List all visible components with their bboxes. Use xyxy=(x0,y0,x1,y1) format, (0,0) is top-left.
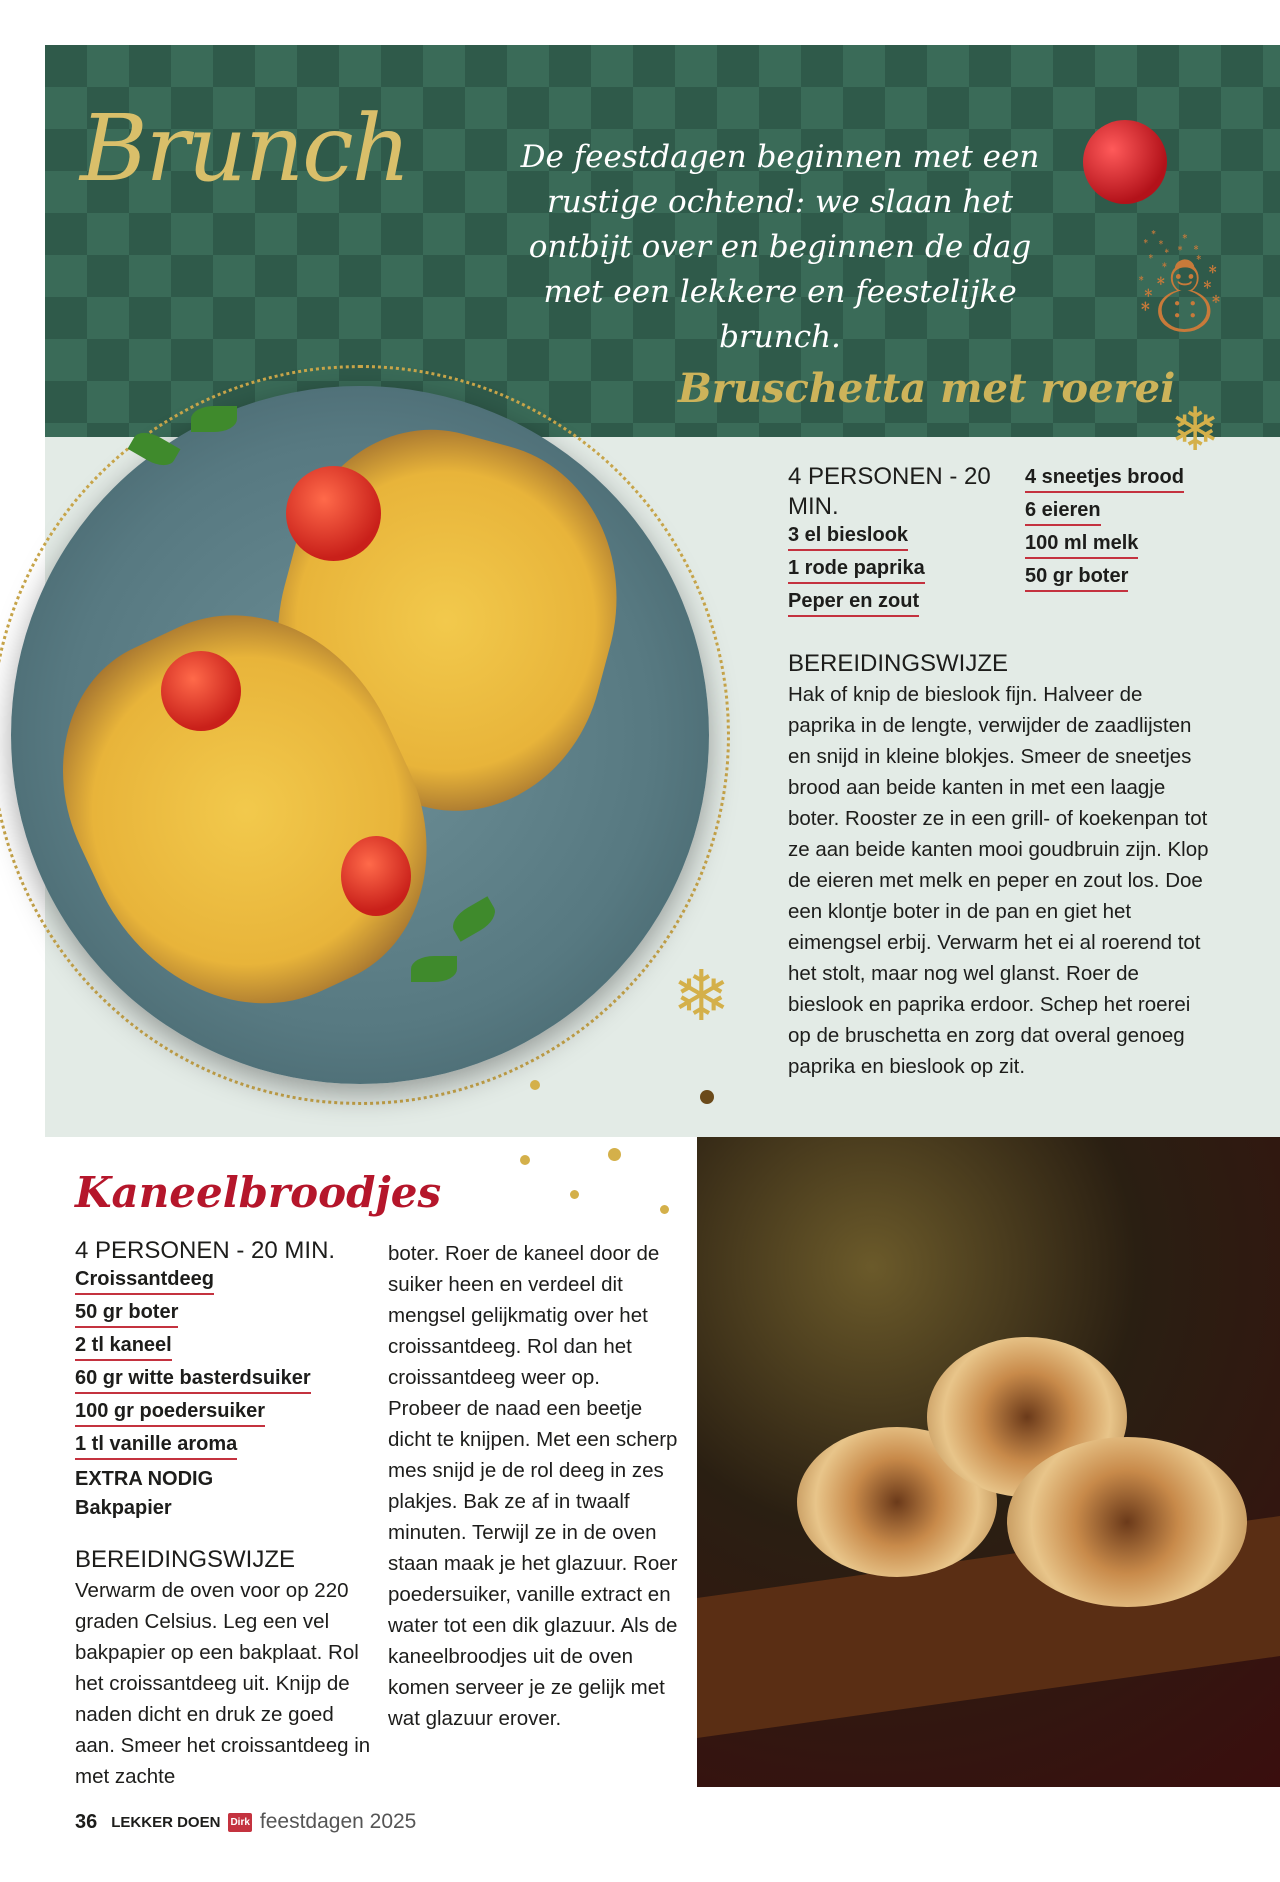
bruschetta-photo xyxy=(0,365,730,1105)
recipe-meta: 4 PERSONEN - 20 MIN. xyxy=(788,463,991,520)
ingredient: 6 eieren xyxy=(1025,497,1101,526)
ingredient: 50 gr boter xyxy=(1025,563,1128,592)
ingredient: 2 tl kaneel xyxy=(75,1332,172,1361)
method-heading: BEREIDINGSWIJZE xyxy=(788,650,1009,677)
method-section xyxy=(75,1545,375,1792)
ingredient: 60 gr witte basterdsuiker xyxy=(75,1365,311,1394)
extra-heading: EXTRA NODIG xyxy=(75,1468,214,1490)
dirk-logo: Dirk xyxy=(228,1813,251,1832)
recipe-title: Bruschetta met roerei xyxy=(678,365,1176,412)
page-number: 36 xyxy=(75,1810,98,1833)
christmas-ornament-icon xyxy=(1083,120,1167,204)
recipe-title: Kaneelbroodjes xyxy=(75,1168,442,1217)
gingerbread-man-icon: ☃ xyxy=(1130,233,1229,356)
method-text: Hak of knip de bieslook fijn. Halveer de paprika in de lengte, verwijder de zaadlijsten en snijd in kleine blokjes. Smeer de sneetjes brood aan beide kanten in met een laagje boter. Rooster ze in een grill- of koekenpan tot ze aan beide kanten mooi goudbruin zijn. Klop de eieren met melk en peper en zout los. Doe een klontje boter in de pan en giet het eimengsel erbij. Verwarm het ei al roerend tot het stolt, maar nog wel glanst. Roer de bieslook en paprika erdoor. Schep het roerei op de bruschetta en zorg dat overal genoeg paprika en bieslook op zit. xyxy=(788,683,1209,1078)
ingredients-column-1 xyxy=(788,462,1008,621)
extra-item: Bakpapier xyxy=(75,1497,172,1519)
recipe-meta: 4 PERSONEN - 20 MIN. xyxy=(75,1237,336,1264)
snowflake-icon: ❄ xyxy=(672,957,731,1035)
ingredient: 100 ml melk xyxy=(1025,530,1138,559)
ingredients-list xyxy=(75,1236,375,1526)
section-name: LEKKER DOEN xyxy=(111,1813,221,1831)
ingredient: 1 tl vanille aroma xyxy=(75,1431,237,1460)
edition: feestdagen 2025 xyxy=(259,1810,417,1833)
ingredient: 100 gr poedersuiker xyxy=(75,1398,265,1427)
cinnamon-rolls-photo xyxy=(697,1137,1280,1787)
method-text-continued: boter. Roer de kaneel door de suiker heen en verdeel dit mengsel gelijkmatig over het croissantdeeg. Rol dan het croissantdeeg weer op. Probeer de naad een beetje dicht te knijpen. Met een scherp mes snijd je de rol deeg in zes plakjes. Bak ze af in twaalf minuten. Terwijl ze in de oven staan maak je het glazuur. Roer poedersuiker, vanille extract en water tot een dik glazuur. Als de kaneelbroodjes uit de oven komen serveer je ze gelijk met wat glazuur erover. xyxy=(388,1242,678,1730)
ingredient: Croissantdeeg xyxy=(75,1266,214,1295)
snowflake-icon: ❄ xyxy=(1170,396,1221,463)
page-footer xyxy=(75,1810,416,1834)
method-text: Verwarm de oven voor op 220 graden Celsius. Leg een vel bakpapier op een bakplaat. Rol het croissantdeeg uit. Knijp de naden dicht en druk ze goed aan. Smeer het croissantdeeg in met zachte xyxy=(75,1579,371,1788)
method-section xyxy=(788,649,1213,1082)
ingredients-column-2 xyxy=(1025,464,1245,596)
page-title: Brunch xyxy=(80,95,409,202)
ingredient: 3 el bieslook xyxy=(788,522,908,551)
method-heading: BEREIDINGSWIJZE xyxy=(75,1546,296,1573)
ingredient: 1 rode paprika xyxy=(788,555,925,584)
ingredient: Peper en zout xyxy=(788,588,919,617)
intro-text: De feestdagen beginnen met een rustige ochtend: we slaan het ontbijt over en beginnen de dag met een lekkere en feestelijke brunch. xyxy=(520,139,1040,355)
ingredient: 4 sneetjes brood xyxy=(1025,464,1184,493)
ingredient: 50 gr boter xyxy=(75,1299,178,1328)
